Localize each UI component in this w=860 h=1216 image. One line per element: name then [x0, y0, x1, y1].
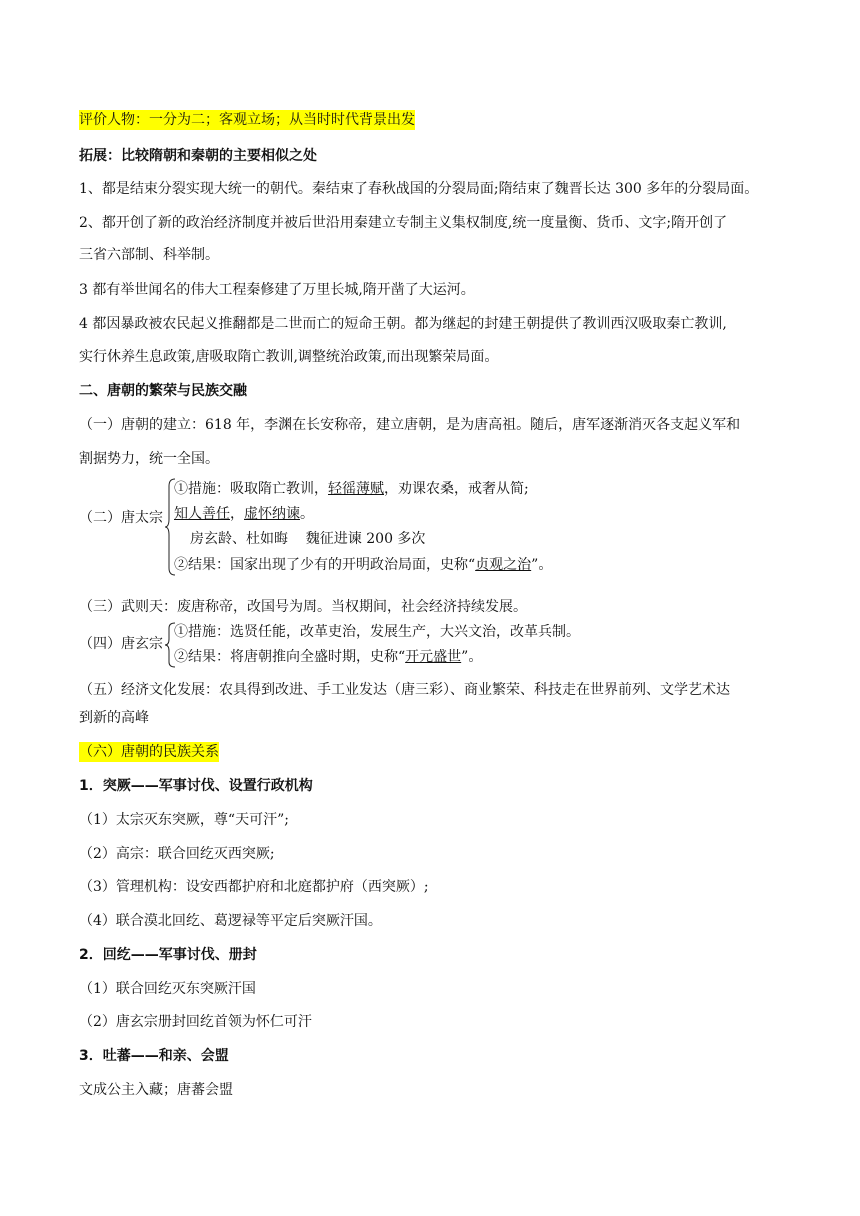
tang-founding: （一）唐朝的建立：618 年，李渊在长安称帝，建立唐朝，是为唐高祖。随后，唐军逐渐消灭各支起义军和 — [79, 417, 741, 433]
tang-founding-cont: 割据势力，统一全国。 — [79, 451, 219, 467]
ethnic-relations-heading — [79, 742, 219, 762]
paragraph-2-cont: 三省六部制、科举制。 — [79, 247, 219, 263]
evaluation-note — [79, 110, 415, 130]
paragraph-2: 2、都开创了新的政治经济制度并被后世沿用秦建立专制主义集权制度,统一度量衡、货币、文字;隋开创了 — [79, 215, 728, 231]
paragraph-1: 1、都是结束分裂实现大统一的朝代。秦结束了春秋战国的分裂局面;隋结束了魏晋长达 300 多年的分裂局面。 — [79, 181, 759, 197]
tujue-item-3: （3）管理机构：设安西都护府和北庭都护府（西突厥）; — [79, 879, 429, 895]
xuanzong-label: （四）唐玄宗 — [79, 636, 163, 652]
highlight: 评价人物：一分为二；客观立场；从当时时代背景出发 — [79, 112, 415, 128]
section-heading: 二、唐朝的繁荣与民族交融 — [79, 383, 247, 399]
xuanzong-result: ②结果：将唐朝推向全盛时期，史称“开元盛世”。 — [174, 649, 483, 665]
tujue-item-4: （4）联合漠北回纥、葛逻禄等平定后突厥汗国。 — [79, 913, 382, 929]
paragraph-3: 3 都有举世闻名的伟大工程秦修建了万里长城,隋开凿了大运河。 — [79, 282, 475, 298]
wuzetian: （三）武则天：废唐称帝，改国号为周。当权期间，社会经济持续发展。 — [79, 599, 527, 615]
taizong-measures-cont: 知人善任，虚怀纳谏。 — [174, 506, 314, 522]
highlight: （六）唐朝的民族关系 — [79, 744, 219, 760]
tubo-item-1: 文成公主入藏；唐蕃会盟 — [79, 1082, 233, 1098]
taizong-result: ②结果：国家出现了少有的开明政治局面，史称“贞观之治”。 — [174, 557, 553, 573]
huihe-item-2: （2）唐玄宗册封回纥首领为怀仁可汗 — [79, 1014, 312, 1030]
economy-culture: （五）经济文化发展：农具得到改进、手工业发达（唐三彩）、商业繁荣、科技走在世界前列、文学艺术达 — [79, 682, 730, 698]
paragraph-4-cont: 实行休养生息政策,唐吸取隋亡教训,调整统治政策,而出现繁荣局面。 — [79, 349, 499, 365]
tujue-item-1: （1）太宗灭东突厥，尊“天可汗”; — [79, 812, 289, 828]
paragraph-4: 4 都因暴政被农民起义推翻都是二世而亡的短命王朝。都为继起的封建王朝提供了教训西汉吸取秦亡教训, — [79, 316, 727, 332]
xuanzong-measures: ①措施：选贤任能，改革吏治，发展生产，大兴文治，改革兵制。 — [174, 624, 580, 640]
economy-culture-cont: 到新的高峰 — [79, 710, 149, 726]
taizong-measures: ①措施：吸取隋亡教训，轻徭薄赋，劝课农桑，戒奢从简; — [174, 481, 529, 497]
tujue-heading: 1．突厥——军事讨伐、设置行政机构 — [79, 778, 313, 794]
huihe-item-1: （1）联合回纥灭东突厥汗国 — [79, 981, 256, 997]
tujue-item-2: （2）高宗：联合回纥灭西突厥; — [79, 846, 275, 862]
taizong-label: （二）唐太宗 — [79, 510, 163, 526]
taizong-ministers: 房玄龄、杜如晦 魏征进谏 200 多次 — [190, 531, 426, 547]
tubo-heading: 3．吐蕃——和亲、会盟 — [79, 1048, 229, 1064]
expand-heading: 拓展：比较隋朝和秦朝的主要相似之处 — [79, 148, 317, 164]
huihe-heading: 2．回纥——军事讨伐、册封 — [79, 947, 257, 963]
